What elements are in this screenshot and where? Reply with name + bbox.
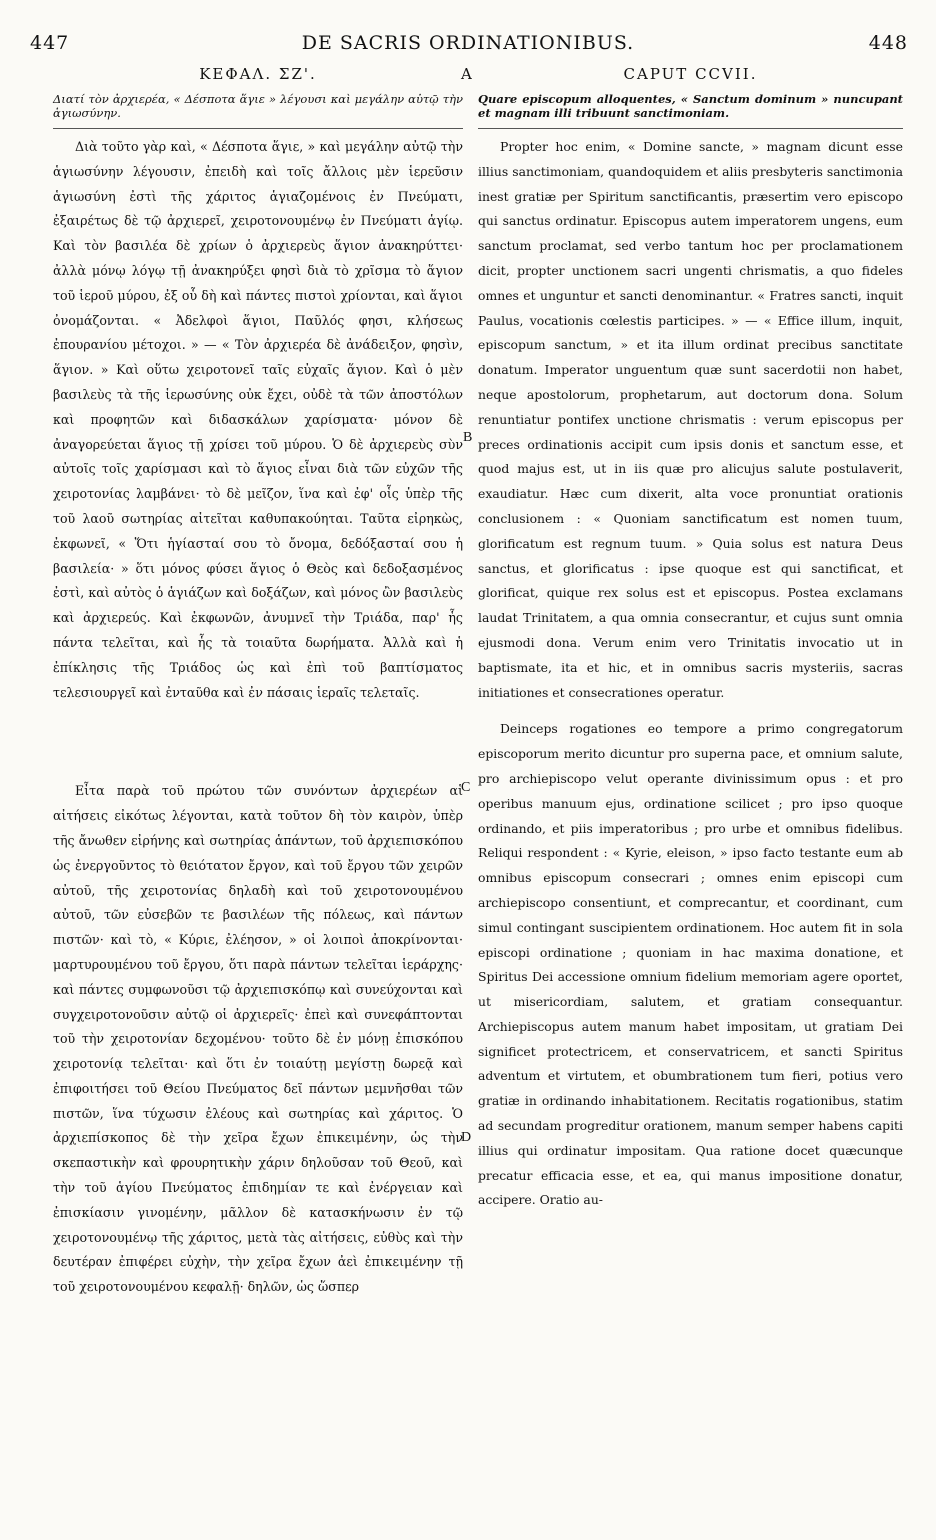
margin-letter-b: B <box>463 430 473 445</box>
greek-paragraph-1: Διὰ τοῦτο γὰρ καὶ, « Δέσποτα ἅγιε, » καὶ μεγάλην αὐτῷ τὴν ἁγιωσύνην λέγουσιν, ἐπειδὴ καὶ τοῖς ἄλλοις μὲν ἱερεῦσιν ἁγιωσύνη ἐστὶ τῆς χάριτος ἁγιαζομένοις ἐν Πνεύματι, ἐξαιρέτως δὲ τῷ ἀρχιερεῖ, χειροτονουμένῳ ἐν Πνεύματι ἁγίῳ. Καὶ τὸν βασιλέα δὲ χρίων ὁ ἀρχιερεὺς ἅγιον ἀνακηρύττει· ἀλλὰ μόνῳ λόγῳ τῇ ἀνακηρύξει φησὶ διὰ τὸ χρῖσμα τὸ ἅγιον τοῦ ἱεροῦ μύρου, ἐξ οὗ δὴ καὶ πάντες πιστοὶ χρίονται, καὶ ἅγιοι ὀνομάζονται. « Ἀδελφοὶ ἅγιοι, Παῦλός φησι, κλήσεως ἐπουρανίου μέτοχοι. » — « Τὸν ἀρχιερέα δὲ ἀνάδειξον, φησὶν, ἅγιον. » Καὶ οὕτω χειροτονεῖ ταῖς εὐχαῖς ἅγιον. Καὶ ὁ μὲν βασιλεὺς τὰ τῆς ἱερωσύνης οὐκ ἔχει, οὐδὲ τὰ τῶν ἀποστόλων καὶ προφητῶν καὶ διδασκάλων χαρίσματα· μόνον δὲ ἀναγορεύεται ἅγιος τῇ χρίσει τοῦ μύρου. Ὁ δὲ ἀρχιερεὺς σὺν αὐτοῖς τοῖς χαρίσμασι καὶ τὸ ἅγιος εἶναι διὰ τῶν εὐχῶν τῆς χειροτονίας λαμβάνει· τὸ δὲ μεῖζον, ἵνα καὶ ἐφ' οἷς ὑπὲρ τῆς τοῦ λαοῦ σωτηρίας αἰτεῖται καθυπακούηται. Ταῦτα εἰρηκὼς, ἐκφωνεῖ, « Ὅτι ἡγίασταί σου τὸ ὄνομα, δεδόξασταί σου ἡ βασιλεία· » ὅτι μόνος φύσει ἅγιος ὁ Θεὸς καὶ δεδοξασμένος ἐστὶ, καὶ αὐτὸς ὁ ἁγιάζων καὶ δοξάζων, καὶ μόνος ὢν βασιλεὺς καὶ ἀρχιερεύς. Καὶ ἐκφωνῶν, ἀνυμνεῖ τὴν Τριάδα, παρ' ἧς πάντα τελεῖται, καὶ ἧς τὰ τοιαῦτα δωρήματα. Ἀλλὰ καὶ ἡ ἐπίκλησις τῆς Τριάδος ὡς καὶ ἐπὶ τοῦ βαπτίσματος τελεσιουργεῖ καὶ ἐνταῦθα καὶ ἐν πάσαις ἱεραῖς τελεταῖς. <box>53 139 463 700</box>
chapter-heading-latin: CAPUT CCVII. <box>623 65 758 83</box>
margin-letter-d: D <box>461 1130 472 1145</box>
paragraph-gap <box>53 705 463 779</box>
margin-letter-a: A <box>461 65 472 83</box>
paragraph-gap <box>478 705 903 717</box>
chapter-heading-greek: ΚΕΦΑΛ. ΣΖ'. <box>199 65 317 83</box>
running-title: DE SACRIS ORDINATIONIBUS. <box>301 32 635 54</box>
rubric-rule <box>478 128 903 129</box>
latin-paragraph-2: Deinceps rogationes eo tempore a primo congregatorum episcoporum merito dicuntur pro superna pace, et omnium salute, pro archiepiscopo velut operante divinissimum opus : et pro operibus manuum ejus, ordinatione scilicet ; pro ipso quoque ordinando, et piis imperatoribus ; pro urbe et omnibus fidelibus. Reliqui respondent : « Kyrie, eleison, » ipso facto testante eum ab omnibus episcopum consecrari ; omnes enim episcopi cum archiepiscopo consentiunt, et comprecantur, et coordinant, cum simul contingant suscipientem ordinationem. Hoc autem fit in sola episcopi ordinatione ; quoniam in hac maxima donatione, et Spiritus Dei accessione omnium fidelium memoriam agere oportet, ut misericordiam, salutem, et gratiam consequantur. Archiepiscopus autem manum habet impositam, ut gratiam Dei significet protectricem, et conservatricem, et sancti Spiritus adventum et virtutem, et obumbrationem tum fieri, potius vero gratiæ in ordinando inhabitationem. Recitatis rogationibus, statim ad secundam progreditur orationem, manum semper habens capiti illius qui ordinatur impositam. Qua ratione docet quæcunque precatur efficacia esse, et ea, qui manus impositione donatur, accipere. Oratio au- <box>478 721 903 1208</box>
rubric-rule <box>53 128 463 129</box>
latin-paragraph-1: Propter hoc enim, « Domine sancte, » magnam dicunt esse illius sanctimoniam, quandoquidem et aliis presbyteris sanctimonia inest gratiæ per Spiritum sanctificantis, præsertim vero episcopo qui sanctus ordinatur. Episcopus autem imperatorem ungens, eum sanctum proclamat, sed verbo tantum hoc per proclamationem dicit, propter unctionem sacri ungenti chrismatis, a quo fideles omnes et unguntur et sancti denominantur. « Fratres sancti, inquit Paulus, vocationis cœlestis participes. » — « Effice illum, inquit, episcopum sanctum, » et ita illum ordinat precibus sanctitate donatum. Imperator unguentum quæ sunt sacerdotii non habet, neque apostolorum, prophetarum, aut doctorum dona. Solum renuntiatur pontifex unctione chrismatis : verum episcopus per preces ordinationis accipit cum ipsis donis et sanctum esse, et quod majus est, ut in iis quæ pro alicujus salute postulaverit, exaudiatur. Hæc cum dixerit, alta voce pronuntiat orationis conclusionem : « Quoniam sanctificatum est nomen tuum, glorificatum est regnum tuum. » Quia solus est natura Deus sanctus, et glorificatus : ipse quoque est qui sanctificat, et glorificat, quique rex solus est et episcopus. Postea exclamans laudat Trinitatem, a qua omnia consecrantur, et cujus sunt omnia ejusmodi dona. Verum enim vero Trinitatis invocatio ut in baptismate, ita et hic, et in omnibus sacris mysteriis, sacras initiationes et consecrationes operatur. <box>478 139 903 700</box>
margin-letter-c: C <box>461 780 471 795</box>
greek-column <box>53 62 463 1300</box>
running-header <box>0 32 936 58</box>
page-number-left: 447 <box>30 32 70 54</box>
chapter-rubric-latin: Quare episcopum alloquentes, « Sanctum dominum » nuncupant et magnam illi tribuunt sanctimoniam. <box>478 92 903 120</box>
latin-column <box>478 62 903 1213</box>
chapter-rubric-greek: Διατί τὸν ἀρχιερέα, « Δέσποτα ἅγιε » λέγουσι καὶ μεγάλην αὐτῷ τὴν ἁγιωσύνην. <box>53 92 463 120</box>
page-number-right: 448 <box>868 32 908 54</box>
greek-paragraph-2: Εἶτα παρὰ τοῦ πρώτου τῶν συνόντων ἀρχιερέων αἱ αἰτήσεις εἰκότως λέγονται, κατὰ τοῦτον δὴ τὸν καιρὸν, ὑπὲρ τῆς ἄνωθεν εἰρήνης καὶ σωτηρίας ἁπάντων, τοῦ ἀρχιεπισκόπου ὡς ἐνεργοῦντος τὸ θειότατον ἔργον, καὶ τοῦ ἔργου τῶν χειρῶν αὐτοῦ, τῆς χειροτονίας δηλαδὴ καὶ τοῦ χειροτονουμένου αὐτοῦ, τῶν εὐσεβῶν τε βασιλέων τῆς πόλεως, καὶ πάντων πιστῶν· καὶ τὸ, « Κύριε, ἐλέησον, » οἱ λοιποὶ ἀποκρίνονται· μαρτυρουμένου τοῦ ἔργου, ὅτι παρὰ πάντων τελεῖται ἱεράρχης· καὶ πάντες συμφωνοῦσι τῷ ἀρχιεπισκόπῳ καὶ συνεύχονται καὶ συγχειροτονοῦσιν αὐτῷ οἱ ἀρχιερεῖς· ἐπεὶ καὶ συνεφάπτονται τοῦ τὴν χειροτονίαν δεχομένου· τοῦτο δὲ ἐν μόνῃ ἐπισκόπου χειροτονίᾳ τελεῖται· καὶ ὅτι ἐν τοιαύτῃ μεγίστῃ δωρεᾷ καὶ ἐπιφοιτήσει τοῦ Θείου Πνεύματος δεῖ πάντων μεμνῆσθαι τῶν πιστῶν, ἵνα τύχωσιν ἐλέους καὶ σωτηρίας καὶ χάριτος. Ὁ ἀρχιεπίσκοπος δὲ τὴν χεῖρα ἔχων ἐπικειμένην, ὡς τὴν σκεπαστικὴν καὶ φρουρητικὴν χάριν δηλοῦσαν τοῦ Θεοῦ, καὶ τὴν τοῦ ἁγίου Πνεύματος ἐπιδημίαν τε καὶ ἐνέργειαν καὶ ἐπισκίασιν γινομένην, μᾶλλον δὲ κατασκήνωσιν ἐν τῷ χειροτονουμένῳ τῆς χάριτος, μετὰ τὰς αἰτήσεις, εὐθὺς καὶ τὴν δευτέραν ἐπιφέρει εὐχὴν, τὴν χεῖρα ἔχων ἀεὶ ἐπικειμένην τῇ τοῦ χειροτονουμένου κεφαλῇ· δηλῶν, ὡς ὥσπερ <box>53 783 463 1295</box>
